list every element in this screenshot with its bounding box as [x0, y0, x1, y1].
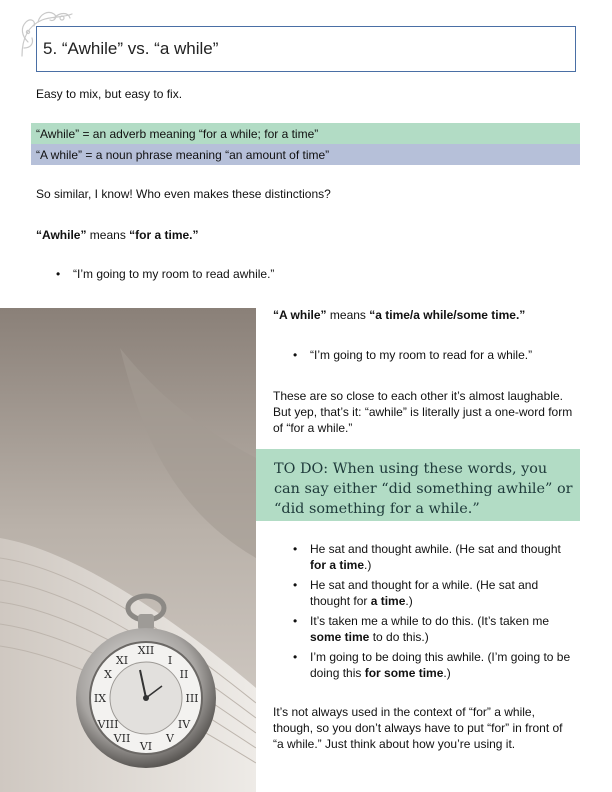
closing-text: It’s not always used in the context of “for” a while, though, so you don’t always have to put “for” in front of “a while.” Just think about how you’re using it. [273, 705, 563, 751]
svg-text:VIII: VIII [97, 718, 119, 731]
pocket-watch-photo [0, 308, 256, 792]
bullet-icon: • [56, 267, 61, 281]
aside-text: So similar, I know! Who even makes these distinctions? [36, 187, 331, 201]
definition-awhile: “Awhile” = an adverb meaning “for a while; for a time” [31, 123, 580, 144]
meaning-a-while: “a time/a while/some time.” [369, 308, 526, 322]
section-title-box [36, 26, 576, 72]
example-awhile-text: “I’m going to my room to read awhile.” [73, 267, 275, 281]
means-label: means [86, 228, 130, 242]
example-a-while-text: “I’m going to my room to read for a while.” [310, 348, 533, 362]
svg-text:II: II [179, 668, 189, 681]
svg-text:XI: XI [115, 654, 129, 667]
means-label: means [326, 308, 370, 322]
example-awhile [56, 266, 275, 282]
svg-text:VII: VII [113, 732, 131, 745]
svg-text:X: X [104, 668, 112, 681]
definition-a-while: “A while” = a noun phrase meaning “an amount of time” [31, 144, 580, 165]
a-while-meaning [273, 307, 583, 323]
svg-text:IX: IX [93, 692, 107, 705]
intro-text: Easy to mix, but easy to fix. [36, 87, 183, 101]
svg-text:IV: IV [177, 718, 191, 731]
bullet-icon: • [293, 650, 298, 664]
svg-text:I: I [167, 654, 173, 667]
svg-text:XII: XII [137, 644, 155, 657]
comparison-text: These are so close to each other it’s almost laughable. But yep, that’s it: “awhile” is literally just a one-word form of “for a while.” [273, 389, 573, 435]
term-awhile: “Awhile” [36, 228, 87, 242]
page-title: 5. “Awhile” vs. “a while” [43, 39, 219, 58]
list-item: • I’m going to be doing this awhile. (I’m going to be doing this for some time.) [293, 650, 571, 680]
bullet-icon: • [293, 614, 298, 628]
bullet-icon: • [293, 578, 298, 592]
svg-text:III: III [185, 692, 199, 705]
svg-text:VI: VI [139, 740, 153, 753]
term-a-while: “A while” [273, 308, 327, 322]
list-item: • It’s taken me a while to do this. (It’s taken me some time to do this.) [293, 614, 550, 644]
bullet-icon: • [293, 348, 298, 362]
list-item: • He sat and thought awhile. (He sat and thought for a time.) [293, 542, 561, 572]
bullet-icon: • [293, 542, 298, 556]
todo-callout: TO DO: When using these words, you can say either “did something awhile” or “did something for a while.” [256, 449, 580, 521]
list-item: • He sat and thought for a while. (He sat and thought for a time.) [293, 578, 539, 608]
svg-text:V: V [166, 732, 174, 745]
example-a-while [293, 347, 533, 363]
examples-list [293, 541, 578, 685]
meaning-awhile: “for a time.” [129, 228, 199, 242]
awhile-meaning [36, 228, 199, 243]
